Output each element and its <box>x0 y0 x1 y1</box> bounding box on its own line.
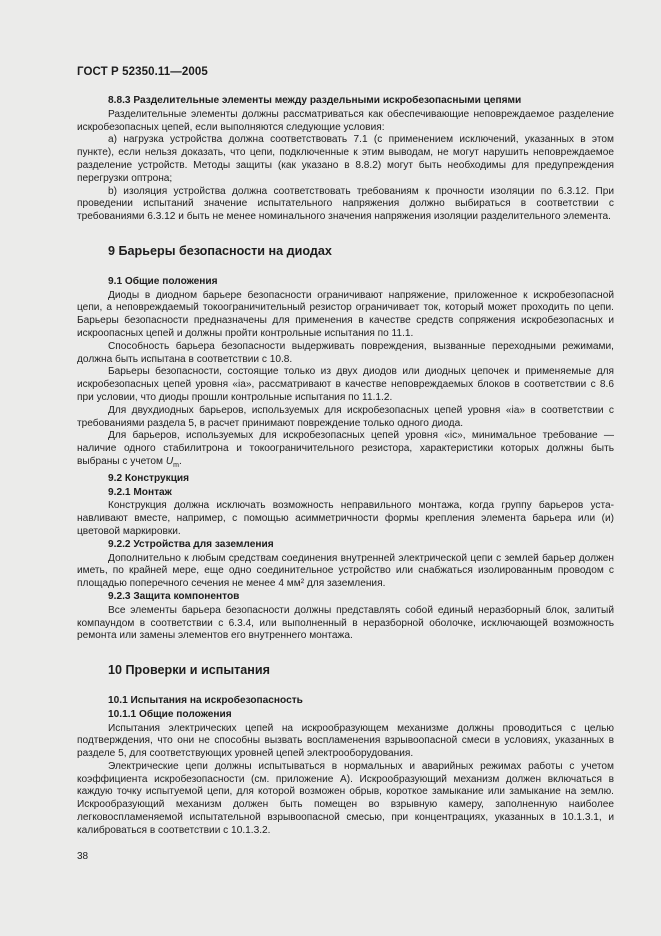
heading-section-10: 10 Проверки и испытания <box>108 663 270 678</box>
paragraph: Диоды в диодном барьере безопасности ограничивают напряжение, приложенное к искробезопасной цепи, а неповреждаемый токоограничительный резистор ограничивает ток, который может проходить по цепи. Барьеры безопасности предназначены для применения в качестве средств сопряжения искробезопасных и искроопасных цепей и должны пройти контрольные испытания по 11.1. <box>77 289 614 339</box>
paragraph: Для двухдиодных барьеров, используемых для искробезопасных цепей уровня «ia» в соответствии с требованиями раздела 5, в расчет принимают повреждение только одного диода. <box>77 404 614 429</box>
page-body <box>77 95 614 838</box>
heading-section-9: 9 Барьеры безопасности на диодах <box>108 243 332 258</box>
paragraph: Все элементы барьера безопасности должны представлять собой единый неразборный блок, залитый компаундом в соответствии с 6.3.4, или выполненный в неразборной оболочке, исключающей возможность ремонта или замены элементов его внутреннего монтажа. <box>77 604 614 642</box>
heading-10-1-1: 10.1.1 Общие положения <box>108 708 232 720</box>
page-number: 38 <box>77 851 89 862</box>
paragraph: Способность барьера безопасности выдерживать повреждения, вызванные переходными режимами, должна быть испытана в соответствии с 10.8. <box>77 340 614 365</box>
subscript-m: m <box>173 461 179 469</box>
paragraph: Испытания электрических цепей на искрообразующем механизме должны проводиться с целью подтверждения, что они не способны вызвать воспламенения взрывоопасной смеси в условиях, указанных в разделе 5, для соответствующих уровней цепей электрооборудования. <box>77 722 614 760</box>
heading-9-1: 9.1 Общие положения <box>108 275 218 287</box>
paragraph: Дополнительно к любым средствам соединения внутренней электрической цепи с землей барьер должен иметь, по крайней мере, еще одно соединительное устройство или снабжаться изолированным проводом с площадью поперечного сечения не менее 4 мм² для заземления. <box>77 552 614 590</box>
paragraph-um: Для барьеров, используемых для искробезопасных цепей уровня «ic», минимальное требование — наличие одного стабилитрона и токоограничительного резистора, характеристики которых должны быть выбраны с учетом $U_m$. <box>77 430 614 469</box>
heading-10-1: 10.1 Испытания на искробезопасность <box>108 694 303 706</box>
standard-header: ГОСТ Р 52350.11—2005 <box>77 66 208 78</box>
list-item-a: а) нагрузка устройства должна соответствовать 7.1 (с применением исключений, указанных в этом пункте), если нельзя доказать, что цепи, подключенные к этим выводам, не могут нарушить неповреждаемое разделение устройств. Методы защиты (как указано в 8.8.2) могут быть необходимы для предупреждения перегрузки оптрона; <box>77 134 614 184</box>
heading-9-2-3: 9.2.3 Защита компонентов <box>108 590 240 602</box>
variable-u: U <box>165 455 174 467</box>
heading-9-2-2: 9.2.2 Устройства для заземления <box>108 538 274 550</box>
paragraph: Конструкция должна исключать возможность неправильного монтажа, когда группу барьеров устанавливают вместе, например, с помощью асимметричности формы крепления элемента барьера или (и) цветовой маркировки. <box>77 500 614 537</box>
heading-9-2: 9.2 Конструкция <box>108 472 190 484</box>
list-item-b: b) изоляция устройства должна соответствовать требованиям к прочности изоляции по 6.3.12. При проведении испытаний значение испытательного напряжения должно выбираться в соответствии с требованиями 6.3.12 и быть не менее номинального значения напряжения изоляции разделительного элемента. <box>77 185 614 223</box>
paragraph: Разделительные элементы должны рассматриваться как обеспечивающие неповреждаемое разделение искробезопасных цепей, если выполняются следующие условия: <box>77 108 614 133</box>
heading-8-8-3: 8.8.3 Разделительные элементы между раздельными искробезопасными цепями <box>108 95 522 106</box>
heading-9-2-1: 9.2.1 Монтаж <box>108 486 172 498</box>
paragraph: Электрические цепи должны испытываться в нормальных и аварийных режимах работы с учетом коэффициента искробезопасности (см. приложение А). Искрообразующий механизм должен включаться в каждую точку испытуемой цепи, для которой возможен обрыв, короткое замыкание или замыкание на землю. Искрообразующий механизм должен быть помещен во взрывную камеру, заполненную наиболее легковоспламеняемой испытательной взрывоопасной смесью, при концентрациях, указанных в 10.1.3.1, и калиброваться в соответствии с 10.1.3.2. <box>77 760 614 836</box>
paragraph: Барьеры безопасности, состоящие только из двух диодов или диодных цепочек и применяемые для искробезопасных цепей уровня «ia», рассматривают в качестве неповреждаемых блоков в соответствии с 8.6 при условии, что диоды прошли контрольные испытания по 11.1.2. <box>77 366 614 403</box>
